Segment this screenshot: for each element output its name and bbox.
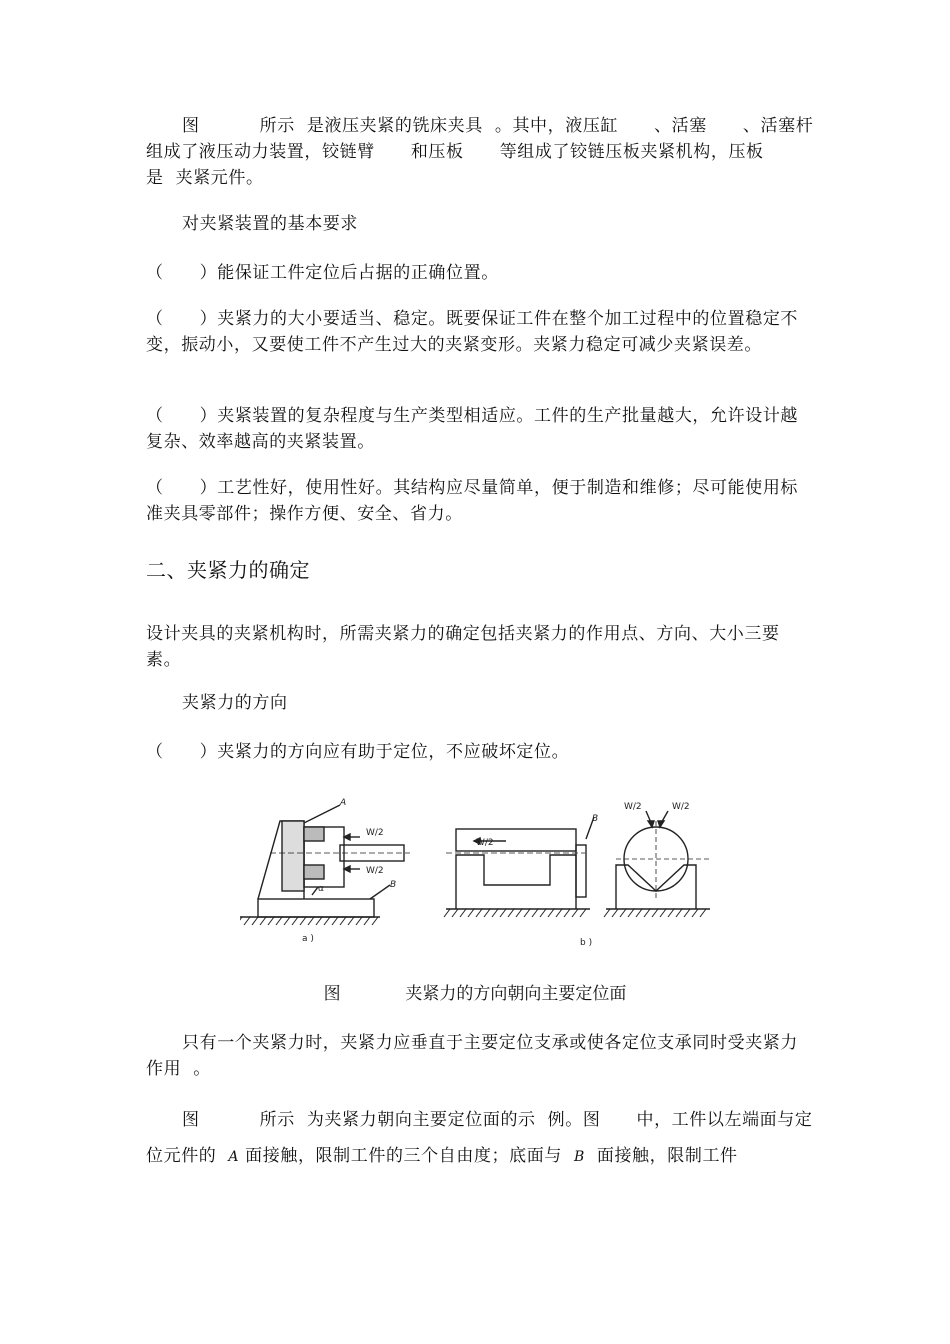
section-heading: 二、夹紧力的确定 bbox=[146, 558, 310, 582]
label-w2-top: W/2 bbox=[366, 828, 384, 838]
paragraph-basic-requirements: 对夹紧装置的基本要求 bbox=[182, 214, 358, 234]
label-w2-c-right: W/2 bbox=[672, 802, 690, 812]
label-w2-bottom: W/2 bbox=[366, 866, 384, 876]
label-alpha: α bbox=[318, 884, 324, 894]
figure-caption: 图 夹紧力的方向朝向主要定位面 bbox=[323, 984, 627, 1004]
mark-b: B bbox=[573, 1149, 585, 1165]
label-a: A bbox=[340, 798, 347, 808]
label-w2-c-left: W/2 bbox=[624, 802, 642, 812]
subfigure-b-label: b ) bbox=[580, 938, 593, 948]
label-b2: B bbox=[592, 814, 599, 824]
subfigure-a bbox=[240, 805, 410, 925]
example-text-1: 图 所示 为夹紧力朝向主要定位面的示 例。图 中，工件以左端面与定位元件的 bbox=[146, 1110, 813, 1166]
paragraph-three-elements: 设计夹具的夹紧机构时，所需夹紧力的确定包括夹紧力的作用点、方向、大小三要素。 bbox=[146, 624, 780, 670]
subfigure-b bbox=[444, 817, 594, 917]
example-text-2: 面接触，限制工件的三个自由度；底面与 bbox=[239, 1146, 574, 1166]
requirement-3: （ ）夹紧装置的复杂程度与生产类型相适应。工件的生产批量越大，允许设计越复杂、效率越高的夹紧装置。 bbox=[146, 406, 799, 452]
paragraph-hydraulic-fixture: 图 所示 是液压夹紧的铣床夹具 。其中，液压缸 、活塞 、活塞杆 组成了液压动力装置，铰链臂 和压板 等组成了铰链压板夹紧机构，压板 是 夹紧元件。 bbox=[146, 116, 850, 188]
label-w2-b: W/2 bbox=[476, 838, 494, 848]
mark-a: A bbox=[228, 1149, 240, 1165]
paragraph-single-force: 只有一个夹紧力时，夹紧力应垂直于主要定位支承或使各定位支承同时受夹紧力作用 。 bbox=[146, 1033, 798, 1079]
requirement-5: （ ）夹紧力的方向应有助于定位，不应破坏定位。 bbox=[146, 742, 570, 762]
requirement-1: （ ）能保证工件定位后占据的正确位置。 bbox=[146, 263, 499, 283]
paragraph-example bbox=[146, 1102, 814, 1175]
subfigure-c bbox=[604, 811, 710, 917]
clamping-force-diagram bbox=[240, 795, 710, 953]
requirement-2: （ ）夹紧力的大小要适当、稳定。既要保证工件在整个加工过程中的位置稳定不变，振动小，又要使工件不产生过大的夹紧变形。夹紧力稳定可减少夹紧误差。 bbox=[146, 309, 799, 355]
requirement-4: （ ）工艺性好，使用性好。其结构应尽量简单，便于制造和维修；尽可能使用标准夹具零部件；操作方便、安全、省力。 bbox=[146, 478, 799, 524]
example-text-3: 面接触，限制工件 bbox=[584, 1146, 738, 1166]
subfigure-a-label: a ) bbox=[302, 934, 314, 944]
clamping-force-figure bbox=[240, 795, 710, 953]
paragraph-force-direction: 夹紧力的方向 bbox=[182, 693, 288, 713]
label-b: B bbox=[390, 880, 397, 890]
